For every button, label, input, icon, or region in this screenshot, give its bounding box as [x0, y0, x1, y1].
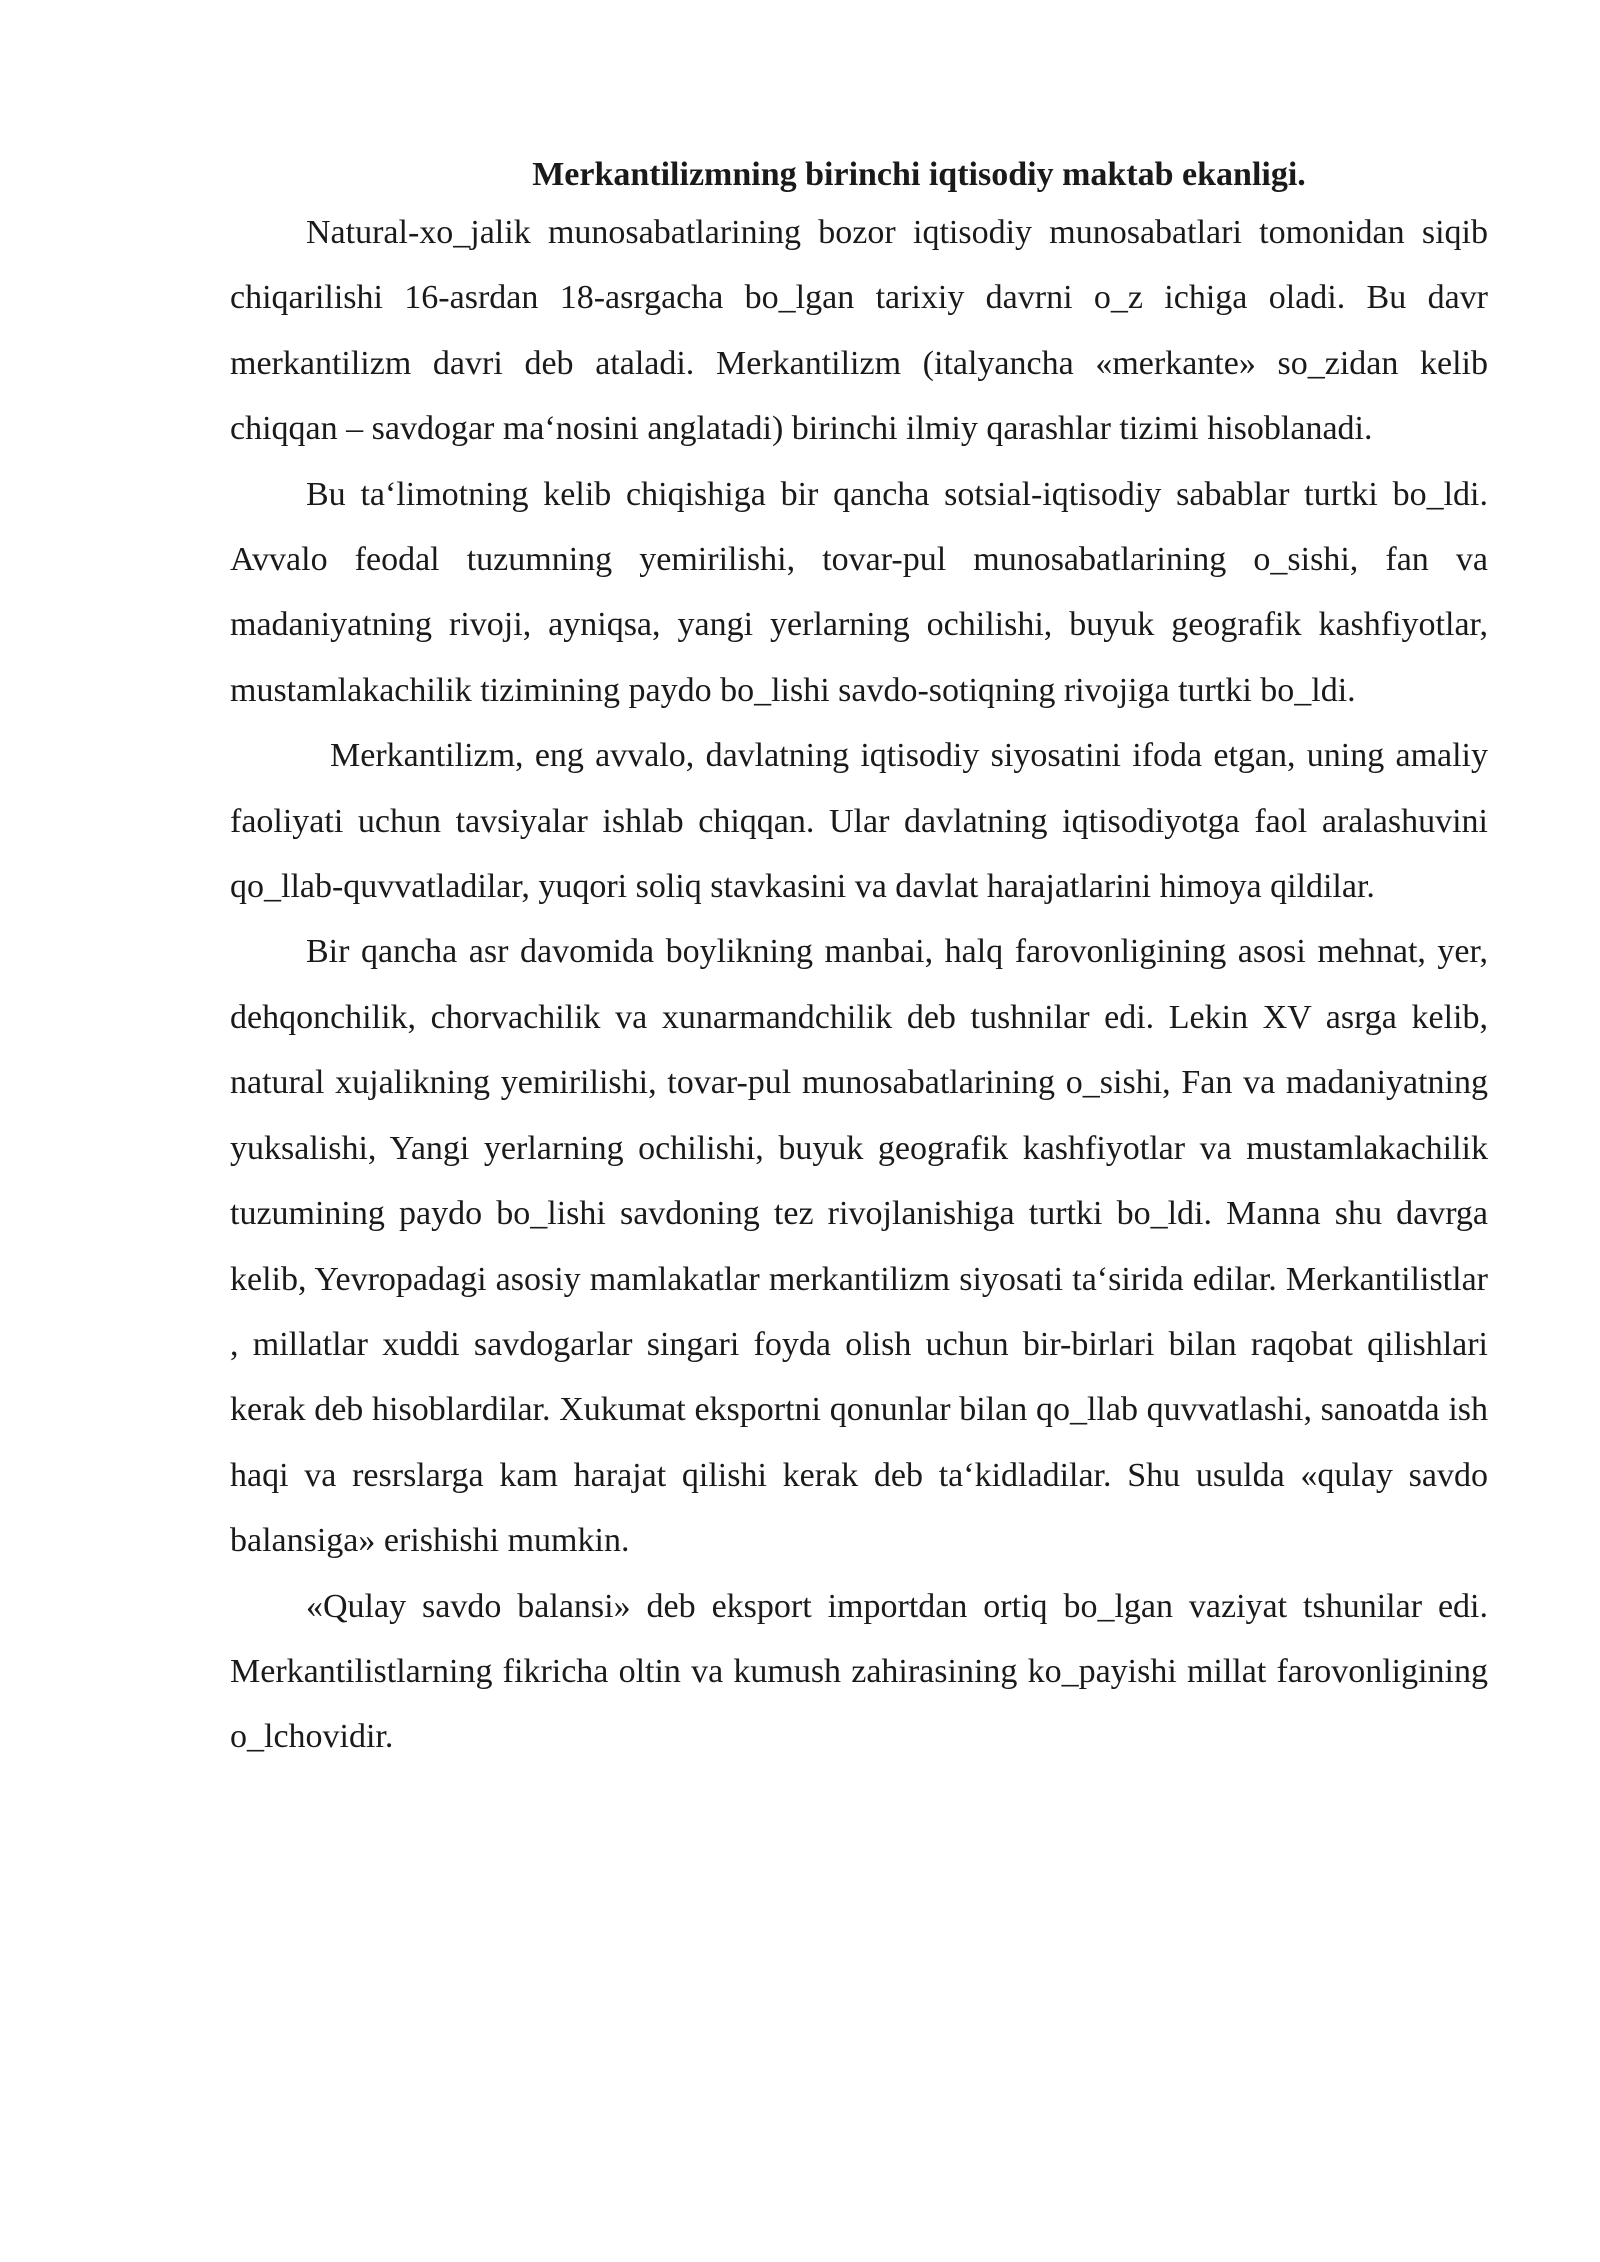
document-title: Merkantilizmning birinchi iqtisodiy maktab ekanligi.: [532, 156, 1306, 193]
document-body: [230, 150, 1488, 1770]
paragraph-1: Natural-xo_jalik munosabatlarining bozor iqtisodiy munosabatlari tomonidan siqib chiqarilishi 16-asrdan 18-asrgacha bo_lgan tarixiy davrni o_z ichiga oladi. Bu davr merkantilizm davri deb ataladi. Merkantilizm (italyancha «merkante» so_zidan kelib chiqqan – savdogar ma‘nosini anglatadi) birinchi ilmiy qarashlar tizimi hisoblanadi.: [230, 214, 1488, 448]
paragraph-3: Merkantilizm, eng avvalo, davlatning iqtisodiy siyosatini ifoda etgan, uning amaliy faoliyati uchun tavsiyalar ishlab chiqqan. Ular davlatning iqtisodiyotga faol aralashuvini qo_llab-quvvatladilar, yuqori soliq stavkasini va davlat harajatlarini himoya qildilar.: [230, 737, 1488, 906]
paragraph-5: «Qulay savdo balansi» deb eksport importdan ortiq bo_lgan vaziyat tshunilar edi. Merkantilistlarning fikricha oltin va kumush zahirasining ko_payishi millat farovonligining o_lchovidir.: [230, 1587, 1488, 1756]
paragraph-4: Bir qancha asr davomida boylikning manbai, halq farovonligining asosi mehnat, yer, dehqonchilik, chorvachilik va xunarmandchilik deb tushnilar edi. Lekin XV asrga kelib, natural xujalikning yemirilishi, tovar-pul munosabatlarining o_sishi, Fan va madaniyatning yuksalishi, Yangi yerlarning ochilishi, buyuk geografik kashfiyotlar va mustamlakachilik tuzumining paydo bo_lishi savdoning tez rivojlanishiga turtki bo_ldi. Manna shu davrga kelib, Yevropadagi asosiy mamlakatlar merkantilizm siyosati ta‘sirida edilar. Merkantilistlar , millatlar xuddi savdogarlar singari foyda olish uchun bir-birlari bilan raqobat qilishlari kerak deb hisoblardilar. Xukumat eksportni qonunlar bilan qo_llab quvvatlashi, sanoatda ish haqi va resrslarga kam harajat qilishi kerak deb ta‘kidladilar. Shu usulda «qulay savdo balansiga» erishishi mumkin.: [230, 933, 1488, 1560]
paragraph-2: Bu ta‘limotning kelib chiqishiga bir qancha sotsial-iqtisodiy sabablar turtki bo_ldi. Avvalo feodal tuzumning yemirilishi, tovar-pul munosabatlarining o_sishi, fan va madaniyatning rivoji, ayniqsa, yangi yerlarning ochilishi, buyuk geografik kashfiyotlar, mustamlakachilik tizimining paydo bo_lishi savdo-sotiqning rivojiga turtki bo_ldi.: [230, 475, 1488, 709]
